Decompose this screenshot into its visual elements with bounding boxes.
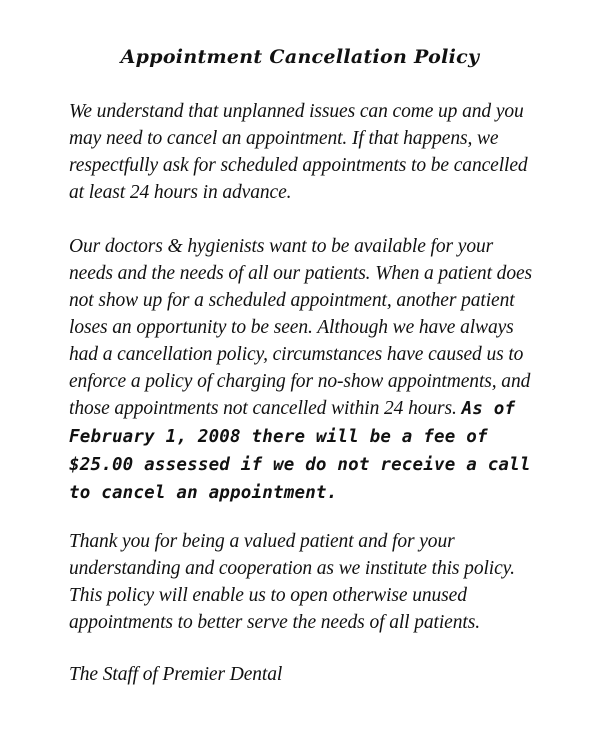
paragraph-intro xyxy=(69,98,539,206)
paragraph-policy xyxy=(69,233,539,507)
document-title: Appointment Cancellation Policy xyxy=(120,46,480,68)
signature: The Staff of Premier Dental xyxy=(69,664,283,685)
fee-notice: As of February 1, 2008 there will be a fee of $25.00 assessed if we do not receive a call to cancel an appointment. xyxy=(69,399,531,503)
paragraph-intro-text: We understand that unplanned issues can come up and you may need to cancel an appointment. If that happens, we respectfully ask for scheduled appointments to be cancelled at least 24 hours in advance. xyxy=(69,101,528,203)
paragraph-policy-text: Our doctors & hygienists want to be available for your needs and the needs of all our patients. When a patient does not show up for a scheduled appointment, another patient loses an opportunity to be seen. Although we have always had a cancellation policy, circumstances have caused us to enforce a policy of charging for no-show appointments, and those appointments not cancelled within 24 hours. xyxy=(69,236,533,419)
paragraph-thanks-text: Thank you for being a valued patient and for your understanding and cooperation as we institute this policy. This policy will enable us to open otherwise unused appointments to better serve the needs of all patients. xyxy=(69,531,515,633)
paragraph-thanks xyxy=(69,528,539,636)
